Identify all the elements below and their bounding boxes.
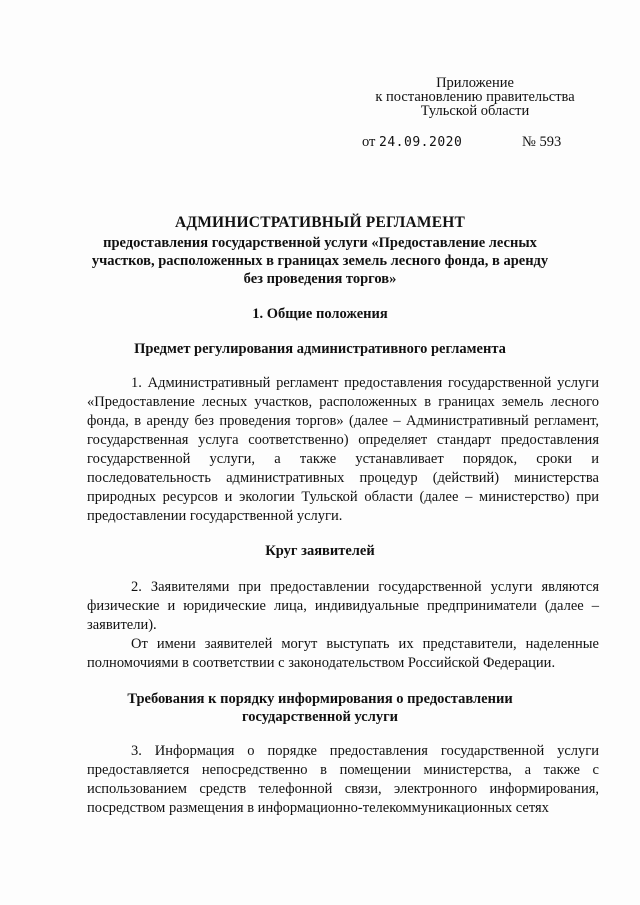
paragraph-3-text: 3. Информация о порядке предоставления государственной услуги предоставляется непосредственно в помещении министерства, а также с использованием средств телефонной связи, электронного информирования, посредством размещения в информационно-телекоммуникационных сетях — [87, 743, 599, 816]
paragraph-1-text: 1. Административный регламент предоставления государственной услуги «Предоставление лесных участков, расположенных в границах земель лесного фонда, в аренду без проведения торгов» (далее – Административный регламент, государственная услуга соответственно) определяет стандарт предоставления государственной услуги, а также устанавливает порядок, сроки и последовательность административных процедур (действий) министерства природных ресурсов и экологии Тульской области (далее – министерство) при предоставлении государственной услуги. — [87, 375, 599, 524]
date-value: 24.09.2020 — [379, 135, 463, 150]
paragraph-3 — [87, 742, 599, 818]
paragraph-2 — [87, 578, 599, 635]
date-prefix: от — [362, 134, 376, 150]
date-number-line — [362, 134, 562, 151]
paragraph-2b-text: От имени заявителей могут выступать их представители, наделенные полномочиями в соответствии с законодательством Российской Федерации. — [87, 636, 599, 671]
section-general-heading: 1. Общие положения — [252, 306, 388, 322]
document-number: № 593 — [522, 134, 562, 150]
appendix-line-2: к постановлению правительства — [375, 89, 575, 105]
document-title: АДМИНИСТРАТИВНЫЙ РЕГЛАМЕНТ — [174, 214, 466, 231]
appendix-block — [340, 76, 610, 118]
appendix-line-3: Тульской области — [420, 103, 530, 119]
paragraph-2-text: 2. Заявителями при предоставлении государственной услуги являются физические и юридические лица, индивидуальные предприниматели (далее – заявители). — [87, 579, 599, 633]
info-heading: Требования к порядку информирования о предоставлении государственной услуги — [127, 691, 513, 725]
subject-heading: Предмет регулирования административного регламента — [134, 341, 506, 357]
appendix-line-1: Приложение — [436, 75, 514, 91]
paragraph-2b — [87, 635, 599, 673]
document-subtitle: предоставления государственной услуги «Предоставление лесных участков, расположенных в границах земель лесного фонда, в аренду без проведения торгов» — [91, 235, 549, 287]
applicants-heading: Круг заявителей — [265, 543, 375, 559]
paragraph-1 — [87, 374, 599, 526]
